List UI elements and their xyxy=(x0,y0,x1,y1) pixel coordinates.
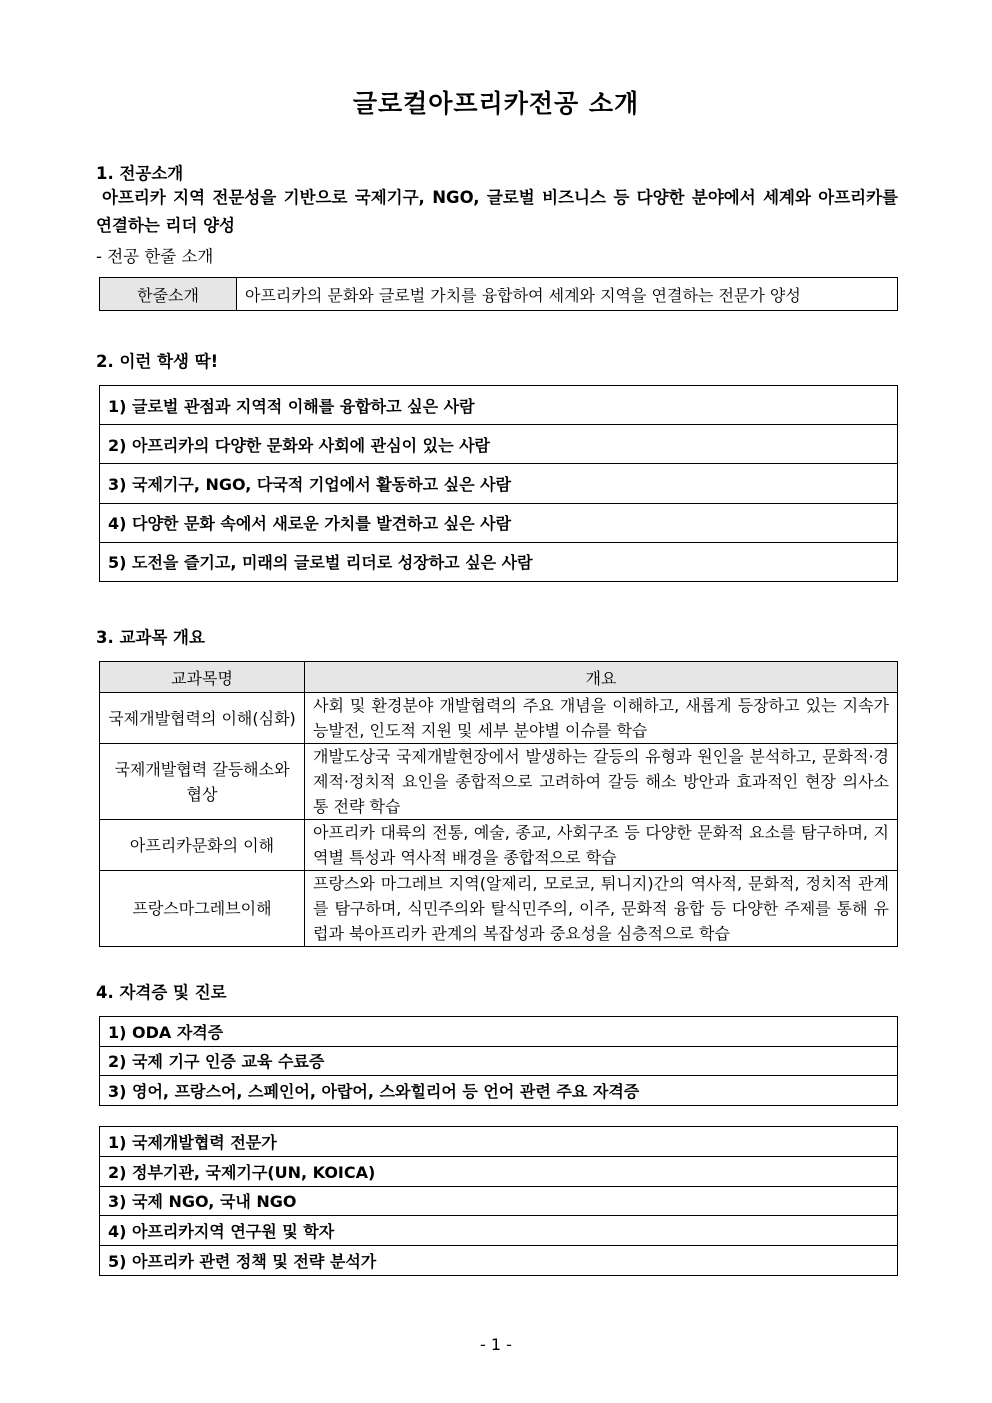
list-item: 2) 정부기관, 국제기구(UN, KOICA) xyxy=(100,1156,898,1186)
course-summary: 개발도상국 국제개발현장에서 발생하는 갈등의 유형과 원인을 분석하고, 문화적·경제적·정치적 요인을 종합적으로 고려하여 갈등 해소 방안과 효과적인 현장 의사소통 전략 학습 xyxy=(305,744,898,820)
list-item: 4) 다양한 문화 속에서 새로운 가치를 발견하고 싶은 사람 xyxy=(100,503,898,542)
list-item: 3) 영어, 프랑스어, 스페인어, 아랍어, 스와힐리어 등 언어 관련 주요 자격증 xyxy=(100,1076,898,1106)
page-title: 글로컬아프리카전공 소개 xyxy=(352,89,640,118)
list-item: 1) 국제개발협력 전문가 xyxy=(100,1127,898,1157)
table-row xyxy=(100,693,898,744)
certificate-table xyxy=(99,1016,898,1106)
target-student-table xyxy=(99,385,898,582)
list-item: 1) 글로벌 관점과 지역적 이해를 융합하고 싶은 사람 xyxy=(100,386,898,425)
section-1-heading: 1. 전공소개 xyxy=(96,164,184,183)
list-item: 4) 아프리카지역 연구원 및 학자 xyxy=(100,1216,898,1246)
course-name: 아프리카문화의 이해 xyxy=(100,820,305,871)
list-item: 5) 도전을 즐기고, 미래의 글로벌 리더로 성장하고 싶은 사람 xyxy=(100,542,898,581)
course-name: 국제개발협력 갈등해소와 협상 xyxy=(100,744,305,820)
course-summary: 아프리카 대륙의 전통, 예술, 종교, 사회구조 등 다양한 문화적 요소를 탐구하며, 지역별 특성과 역사적 배경을 종합적으로 학습 xyxy=(305,820,898,871)
list-item: 5) 아프리카 관련 정책 및 전략 분석가 xyxy=(100,1246,898,1276)
career-table xyxy=(99,1126,898,1276)
table-row xyxy=(100,744,898,820)
major-intro-text: 아프리카 지역 전문성을 기반으로 국제기구, NGO, 글로벌 비즈니스 등 다양한 분야에서 세계와 아프리카를 연결하는 리더 양성 xyxy=(96,188,898,235)
course-name: 국제개발협력의 이해(심화) xyxy=(100,693,305,744)
oneline-intro-label: - 전공 한줄 소개 xyxy=(96,247,214,266)
course-name: 프랑스마그레브이해 xyxy=(100,871,305,947)
list-item: 2) 아프리카의 다양한 문화와 사회에 관심이 있는 사람 xyxy=(100,425,898,464)
table-row xyxy=(100,820,898,871)
list-item: 2) 국제 기구 인증 교육 수료증 xyxy=(100,1046,898,1076)
list-item: 3) 국제기구, NGO, 다국적 기업에서 활동하고 싶은 사람 xyxy=(100,464,898,503)
course-summary: 프랑스와 마그레브 지역(알제리, 모로코, 튀니지)간의 역사적, 문화적, 정치적 관계를 탐구하며, 식민주의와 탈식민주의, 이주, 문화적 융합 등 다양한 주제를 통해 유럽과 북아프리카 관계의 복잡성과 중요성을 심층적으로 학습 xyxy=(305,871,898,947)
table-row xyxy=(100,871,898,947)
column-header-course-name: 교과목명 xyxy=(100,662,305,693)
oneline-value-cell: 아프리카의 문화와 글로벌 가치를 융합하여 세계와 지역을 연결하는 전문가 양성 xyxy=(237,278,898,311)
column-header-summary: 개요 xyxy=(305,662,898,693)
list-item: 1) ODA 자격증 xyxy=(100,1017,898,1047)
course-table xyxy=(99,661,898,947)
oneline-label-cell: 한줄소개 xyxy=(100,278,237,311)
oneline-intro-table xyxy=(99,277,898,311)
section-3-heading: 3. 교과목 개요 xyxy=(96,628,205,647)
list-item: 3) 국제 NGO, 국내 NGO xyxy=(100,1186,898,1216)
section-2-heading: 2. 이런 학생 딱! xyxy=(96,352,219,371)
course-summary: 사회 및 환경분야 개발협력의 주요 개념을 이해하고, 새롭게 등장하고 있는 지속가능발전, 인도적 지원 및 세부 분야별 이슈를 학습 xyxy=(305,693,898,744)
section-4-heading: 4. 자격증 및 진로 xyxy=(96,983,227,1002)
page-number: - 1 - xyxy=(480,1335,512,1354)
